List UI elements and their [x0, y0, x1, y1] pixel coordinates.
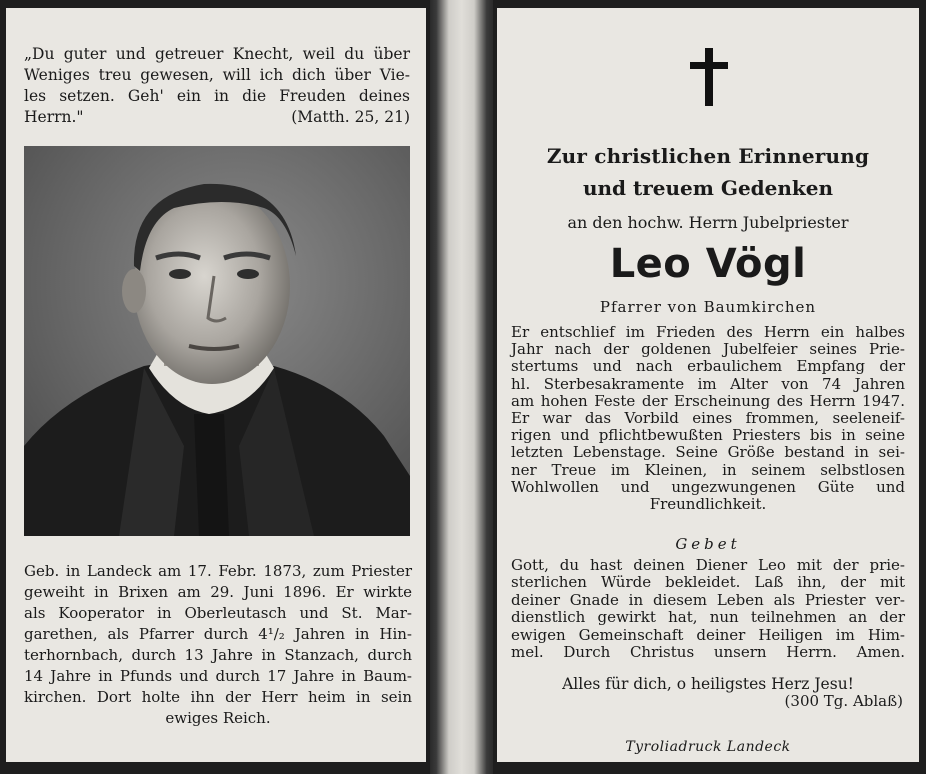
memorial-heading: Zur christlichen Erinnerung [546, 144, 870, 168]
bio-line: geweiht in Brixen am 29. Juni 1896. Er wirkte [24, 583, 412, 601]
bio-line: 14 Jahre in Pfunds und durch 17 Jahre in Baum- [24, 667, 412, 685]
latin-cross-icon [690, 48, 728, 106]
bio-line: stertums und nach erbaulichem Empfang der [511, 357, 905, 376]
biography-right [511, 324, 905, 513]
bio-line: hl. Sterbesakramente im Alter von 74 Jahren [511, 374, 905, 393]
bio-line: ewiges Reich. [165, 709, 271, 727]
closing-invocation: Alles für dich, o heiligstes Herz Jesu! [562, 675, 854, 693]
bio-line: am hohen Feste der Erscheinung des Herrn 1947. [511, 391, 905, 410]
deceased-name: Leo Vögl [609, 241, 807, 287]
bio-line: kirchen. Dort holte ihn der Herr heim in sein [24, 688, 412, 706]
card-fold-gutter [430, 0, 493, 774]
prayer-heading: Gebet [675, 535, 741, 553]
bio-line: Er entschlief im Frieden des Herrn ein halbes [511, 323, 905, 341]
bio-line: garethen, als Pfarrer durch 4¹/₂ Jahren in Hin- [24, 625, 412, 643]
prayer-line: mel. Durch Christus unsern Herrn. Amen. [511, 643, 905, 662]
prayer-line: ewigen Gemeinschaft deiner Heiligen im Him- [511, 625, 905, 644]
prayer-text [511, 557, 905, 661]
bio-line: Geb. in Landeck am 17. Febr. 1873, zum Priester [24, 562, 412, 580]
bio-line: als Kooperator in Oberleutasch und St. Mar- [24, 604, 412, 622]
bio-line: letzten Lebenstage. Seine Größe bestand in sei- [511, 443, 905, 462]
quote-last-line [24, 107, 410, 128]
bio-line: ner Treue im Kleinen, in seinem selbstlosen [511, 460, 905, 479]
prayer-line: sterlichen Würde bekleidet. Laß ihn, der mit [511, 573, 905, 592]
dedication-line: an den hochw. Herrn Jubelpriester [567, 213, 849, 232]
priest-portrait-image [24, 146, 410, 536]
bio-line: terhornbach, durch 13 Jahre in Stanzach, durch [24, 646, 412, 664]
prayer-line: dienstlich gewirkt hat, nun teilnehmen an der [511, 608, 905, 627]
indulgence-note: (300 Tg. Ablaß) [784, 692, 903, 710]
quote-line: Herrn." [24, 108, 84, 126]
quote-line: les setzen. Geh' ein in die Freuden deines [24, 87, 410, 105]
left-card-panel [6, 8, 426, 762]
quote-line: Weniges treu gewesen, will ich dich über Vie- [24, 66, 410, 84]
right-card-panel [497, 8, 919, 762]
portrait-photo [24, 146, 410, 536]
deceased-title: Pfarrer von Baumkirchen [599, 298, 817, 316]
bio-line: Jahr nach der goldenen Jubelfeier seines Prie- [511, 340, 905, 359]
quote-reference: (Matth. 25, 21) [291, 108, 410, 126]
printer-credit: Tyroliadruck Landeck [625, 739, 791, 755]
quote-line: „Du guter und getreuer Knecht, weil du über [24, 45, 410, 63]
bio-line: Freundlichkeit. [649, 495, 767, 514]
prayer-line: Gott, du hast deinen Diener Leo mit der prie- [511, 556, 905, 574]
prayer-line: deiner Gnade in diesem Leben als Priester ver- [511, 590, 905, 609]
bio-line: Er war das Vorbild eines frommen, seeleneif- [511, 409, 905, 428]
biography-left [24, 561, 412, 729]
bible-quote [24, 44, 410, 128]
bio-line: rigen und pflichtbewußten Priesters bis in seine [511, 426, 905, 445]
bio-line: Wohlwollen und ungezwungenen Güte und [511, 477, 905, 496]
memorial-heading: und treuem Gedenken [582, 176, 834, 200]
